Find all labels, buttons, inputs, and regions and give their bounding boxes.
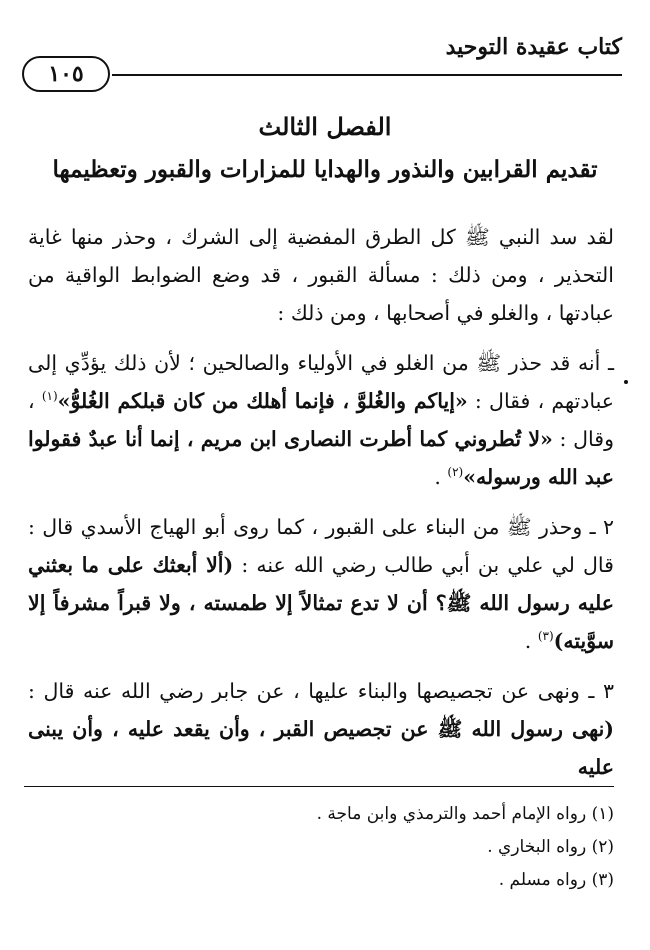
footnote-2: (٢) رواه البخاري .: [487, 837, 614, 857]
hadith-quote: (ألا أبعثك على ما بعثني عليه رسول الله ﷺ؟ أن لا تدع تمثالاً إلا طمسته ، ولا قبراً مشرفاً إلا سوَّيته): [28, 553, 614, 653]
paragraph-2: [28, 508, 614, 660]
text: ٣ ـ ونهى عن تجصيصها والبناء عليها ، عن جابر رضي الله عنه قال :: [28, 679, 614, 703]
chapter-title: الفصل الثالث: [258, 112, 392, 141]
book-title: كتاب عقيدة التوحيد: [445, 34, 622, 60]
text: ، وقال :: [28, 389, 614, 451]
hadith-quote: «إياكم والغُلوَّ ، فإنما أهلك من كان قبلكم الغُلوُّ»: [57, 389, 468, 413]
text: .: [524, 629, 538, 653]
footnote-ref: (١): [41, 389, 58, 404]
text: ـ أنه قد حذر ﷺ من الغلو في الأولياء والصالحين ؛ لأن ذلك يؤدِّي إلى عبادتهم ، فقال :: [28, 351, 614, 413]
page-header: [22, 28, 622, 88]
footnote-ref: (٣): [537, 629, 554, 644]
paragraph-3: [28, 672, 614, 786]
page-number: ١٠٥: [22, 56, 110, 92]
header-rule: [112, 74, 622, 76]
footnote-rule: [24, 786, 614, 787]
footnote-ref: (٢): [447, 465, 464, 480]
text: ٢ ـ وحذر ﷺ من البناء على القبور ، كما روى أبو الهياج الأسدي قال : قال لي علي بن أبي طالب رضي الله عنه :: [28, 515, 614, 577]
footnote-1: (١) رواه الإمام أحمد والترمذي وابن ماجة .: [316, 804, 614, 824]
margin-dot: [624, 380, 628, 384]
hadith-quote: «لا تُطروني كما أطرت النصارى ابن مريم ، إنما أنا عبدٌ فقولوا عبد الله ورسوله»: [28, 427, 614, 489]
footnotes: [24, 798, 614, 897]
hadith-quote: (نهى رسول الله ﷺ عن تجصيص القبر ، وأن يقعد عليه ، وأن يبنى عليه: [28, 717, 614, 779]
paragraph-1: [28, 344, 614, 496]
body-text: [28, 218, 614, 798]
footnote-3: (٣) رواه مسلم .: [498, 870, 614, 890]
chapter-subtitle: تقديم القرابين والنذور والهدايا للمزارات والقبور وتعظيمها: [52, 156, 598, 183]
text: .: [434, 465, 448, 489]
intro-paragraph: لقد سد النبي ﷺ كل الطرق المفضية إلى الشرك ، وحذر منها غاية التحذير ، ومن ذلك : مسألة القبور ، قد وضع الضوابط الواقية من عبادتها ، والغلو في أصحابها ، ومن ذلك :: [28, 225, 614, 325]
